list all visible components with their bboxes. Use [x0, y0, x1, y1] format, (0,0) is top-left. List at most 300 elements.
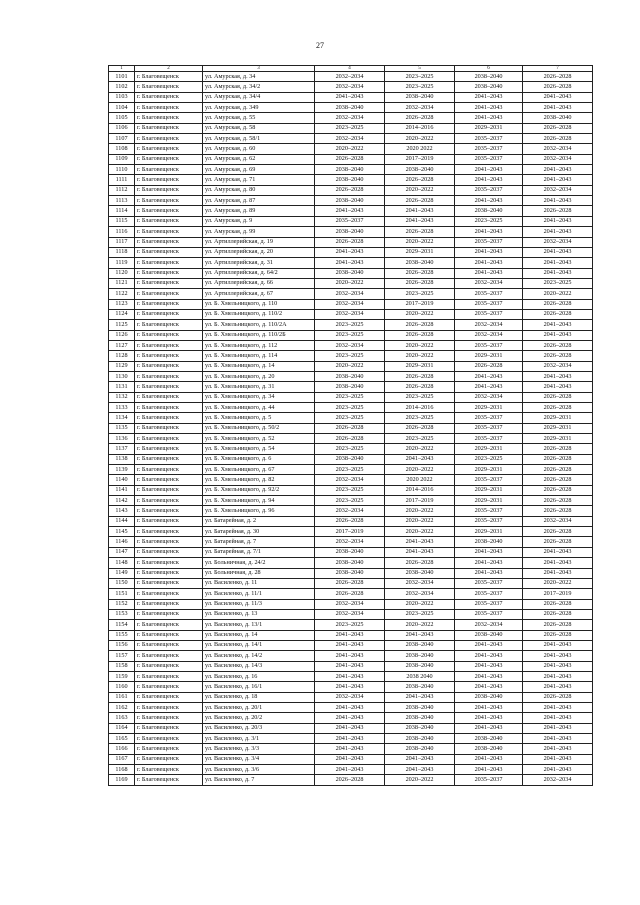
row-number: 1127: [109, 340, 135, 350]
period-cell: 2029–2031: [455, 465, 523, 475]
period-cell: 2026–2028: [523, 620, 593, 630]
period-cell: 2038–2040: [315, 103, 385, 113]
period-cell: 2038–2040: [455, 206, 523, 216]
period-cell: 2023–2025: [315, 620, 385, 630]
period-cell: 2026–2028: [523, 527, 593, 537]
period-cell: 2035–2037: [455, 609, 523, 619]
table-row: [109, 713, 593, 723]
row-number: 1126: [109, 330, 135, 340]
row-number: 1160: [109, 682, 135, 692]
row-number: 1151: [109, 589, 135, 599]
row-number: 1116: [109, 227, 135, 237]
period-cell: 2014–2016: [385, 123, 455, 133]
city-cell: г. Благовещенск: [135, 444, 203, 454]
table-row: [109, 444, 593, 454]
address-cell: ул. Б. Хмельницкого, д. 92/2: [203, 485, 315, 495]
period-cell: 2026–2028: [523, 299, 593, 309]
period-cell: 2032–2034: [523, 775, 593, 785]
period-cell: 2038–2040: [455, 734, 523, 744]
address-cell: ул. Б. Хмельницкого, д. 6: [203, 454, 315, 464]
table-row: [109, 734, 593, 744]
period-cell: 2038–2040: [385, 723, 455, 733]
table-row: [109, 620, 593, 630]
address-cell: ул. Василенко, д. 13: [203, 609, 315, 619]
table-row: [109, 309, 593, 319]
table-row: [109, 165, 593, 175]
address-cell: ул. Б. Хмельницкого, д. 31: [203, 382, 315, 392]
period-cell: 2032–2034: [315, 82, 385, 92]
address-cell: ул. Василенко, д. 18: [203, 692, 315, 702]
table-row: [109, 361, 593, 371]
table-row: [109, 485, 593, 495]
period-cell: 2026–2028: [385, 371, 455, 381]
table-row: [109, 392, 593, 402]
period-cell: 2017–2019: [523, 589, 593, 599]
city-cell: г. Благовещенск: [135, 123, 203, 133]
period-cell: 2035–2037: [455, 599, 523, 609]
city-cell: г. Благовещенск: [135, 765, 203, 775]
period-cell: 2026–2028: [523, 692, 593, 702]
address-cell: ул. Василенко, д. 3/4: [203, 754, 315, 764]
row-number: 1139: [109, 465, 135, 475]
period-cell: 2017–2019: [385, 299, 455, 309]
table-row: [109, 196, 593, 206]
row-number: 1147: [109, 547, 135, 557]
address-cell: ул. Б. Хмельницкого, д. 50/2: [203, 423, 315, 433]
table-row: [109, 247, 593, 257]
row-number: 1135: [109, 423, 135, 433]
period-cell: 2026–2028: [315, 237, 385, 247]
period-cell: 2026–2028: [523, 496, 593, 506]
address-cell: ул. Василенко, д. 14/3: [203, 661, 315, 671]
row-number: 1107: [109, 134, 135, 144]
row-number: 1136: [109, 434, 135, 444]
period-cell: 2023–2025: [385, 392, 455, 402]
city-cell: г. Благовещенск: [135, 475, 203, 485]
city-cell: г. Благовещенск: [135, 734, 203, 744]
table-row: [109, 113, 593, 123]
period-cell: 2041–2043: [455, 547, 523, 557]
period-cell: 2026–2028: [523, 630, 593, 640]
period-cell: 2032–2034: [455, 278, 523, 288]
table-row: [109, 589, 593, 599]
table-row: [109, 434, 593, 444]
period-cell: 2038–2040: [385, 165, 455, 175]
period-cell: 2026–2028: [523, 392, 593, 402]
period-cell: 2032–2034: [455, 620, 523, 630]
table-row: [109, 547, 593, 557]
row-number: 1103: [109, 92, 135, 102]
period-cell: 2038–2040: [385, 713, 455, 723]
period-cell: 2032–2034: [315, 609, 385, 619]
table-row: [109, 289, 593, 299]
period-cell: 2035–2037: [455, 154, 523, 164]
city-cell: г. Благовещенск: [135, 630, 203, 640]
period-cell: 2041–2043: [455, 702, 523, 712]
table-row: [109, 175, 593, 185]
period-cell: 2035–2037: [455, 134, 523, 144]
address-cell: ул. Батарейная, д. 30: [203, 527, 315, 537]
period-cell: 2026–2028: [315, 589, 385, 599]
address-cell: ул. Амурская, д. 34/2: [203, 82, 315, 92]
table-row: [109, 216, 593, 226]
period-cell: 2026–2028: [523, 454, 593, 464]
period-cell: 2032–2034: [385, 589, 455, 599]
city-cell: г. Благовещенск: [135, 661, 203, 671]
period-cell: 2038–2040: [455, 692, 523, 702]
table-row: [109, 154, 593, 164]
city-cell: г. Благовещенск: [135, 403, 203, 413]
address-cell: ул. Василенко, д. 16/1: [203, 682, 315, 692]
address-cell: ул. Б. Хмельницкого, д. 96: [203, 506, 315, 516]
period-cell: 2041–2043: [523, 547, 593, 557]
city-cell: г. Благовещенск: [135, 382, 203, 392]
period-cell: 2038–2040: [315, 227, 385, 237]
column-header: 1: [109, 66, 135, 72]
table-row: [109, 702, 593, 712]
table-row: [109, 351, 593, 361]
address-cell: ул. Василенко, д. 3/3: [203, 744, 315, 754]
period-cell: 2023–2025: [385, 72, 455, 82]
period-cell: 2026–2028: [385, 330, 455, 340]
period-cell: 2026–2028: [523, 444, 593, 454]
period-cell: 2041–2043: [315, 206, 385, 216]
row-number: 1106: [109, 123, 135, 133]
row-number: 1119: [109, 258, 135, 268]
city-cell: г. Благовещенск: [135, 578, 203, 588]
period-cell: 2020–2022: [523, 289, 593, 299]
period-cell: 2020–2022: [385, 527, 455, 537]
address-cell: ул. Амурская, д. 55: [203, 113, 315, 123]
period-cell: 2020 2022: [385, 475, 455, 485]
period-cell: 2026–2028: [315, 516, 385, 526]
address-cell: ул. Василенко, д. 13/1: [203, 620, 315, 630]
period-cell: 2041–2043: [315, 92, 385, 102]
period-cell: 2035–2037: [455, 340, 523, 350]
row-number: 1130: [109, 371, 135, 381]
period-cell: 2023–2025: [315, 330, 385, 340]
city-cell: г. Благовещенск: [135, 496, 203, 506]
period-cell: 2026–2028: [385, 113, 455, 123]
city-cell: г. Благовещенск: [135, 351, 203, 361]
column-header: 6: [455, 66, 523, 72]
row-number: 1144: [109, 516, 135, 526]
period-cell: 2026–2028: [523, 309, 593, 319]
period-cell: 2029–2031: [455, 527, 523, 537]
city-cell: г. Благовещенск: [135, 434, 203, 444]
row-number: 1111: [109, 175, 135, 185]
period-cell: 2020–2022: [385, 134, 455, 144]
row-number: 1131: [109, 382, 135, 392]
period-cell: 2041–2043: [315, 702, 385, 712]
period-cell: 2038–2040: [315, 454, 385, 464]
period-cell: 2035–2037: [455, 413, 523, 423]
city-cell: г. Благовещенск: [135, 413, 203, 423]
table-row: [109, 278, 593, 288]
period-cell: 2038–2040: [385, 651, 455, 661]
address-cell: ул. Амурская, д. 34/4: [203, 92, 315, 102]
period-cell: 2017–2019: [385, 496, 455, 506]
period-cell: 2035–2037: [455, 185, 523, 195]
period-cell: 2041–2043: [385, 206, 455, 216]
row-number: 1114: [109, 206, 135, 216]
period-cell: 2041–2043: [523, 165, 593, 175]
row-number: 1121: [109, 278, 135, 288]
city-cell: г. Благовещенск: [135, 454, 203, 464]
city-cell: г. Благовещенск: [135, 340, 203, 350]
period-cell: 2032–2034: [523, 237, 593, 247]
city-cell: г. Благовещенск: [135, 547, 203, 557]
row-number: 1168: [109, 765, 135, 775]
city-cell: г. Благовещенск: [135, 154, 203, 164]
period-cell: 2023–2025: [385, 413, 455, 423]
period-cell: 2026–2028: [523, 506, 593, 516]
period-cell: 2026–2028: [523, 485, 593, 495]
period-cell: 2038–2040: [315, 165, 385, 175]
period-cell: 2041–2043: [523, 661, 593, 671]
period-cell: 2038–2040: [385, 92, 455, 102]
period-cell: 2041–2043: [455, 113, 523, 123]
city-cell: г. Благовещенск: [135, 227, 203, 237]
period-cell: 2020–2022: [385, 465, 455, 475]
row-number: 1164: [109, 723, 135, 733]
table-row: [109, 578, 593, 588]
period-cell: 2020–2022: [385, 620, 455, 630]
row-number: 1112: [109, 185, 135, 195]
city-cell: г. Благовещенск: [135, 113, 203, 123]
row-number: 1132: [109, 392, 135, 402]
period-cell: 2035–2037: [455, 237, 523, 247]
period-cell: 2041–2043: [455, 754, 523, 764]
period-cell: 2026–2028: [315, 185, 385, 195]
address-cell: ул. Василенко, д. 3/1: [203, 734, 315, 744]
data-table: [108, 65, 593, 786]
period-cell: 2026–2028: [385, 320, 455, 330]
city-cell: г. Благовещенск: [135, 713, 203, 723]
address-cell: ул. Б. Хмельницкого, д. 82: [203, 475, 315, 485]
period-cell: 2038–2040: [455, 82, 523, 92]
period-cell: 2032–2034: [385, 103, 455, 113]
table-row: [109, 103, 593, 113]
period-cell: 2041–2043: [455, 713, 523, 723]
address-cell: ул. Б. Хмельницкого, д. 14: [203, 361, 315, 371]
city-cell: г. Благовещенск: [135, 537, 203, 547]
period-cell: 2041–2043: [455, 371, 523, 381]
table-row: [109, 568, 593, 578]
row-number: 1161: [109, 692, 135, 702]
row-number: 1118: [109, 247, 135, 257]
table-row: [109, 92, 593, 102]
period-cell: 2038–2040: [315, 547, 385, 557]
period-cell: 2041–2043: [385, 630, 455, 640]
period-cell: 2023–2025: [315, 351, 385, 361]
city-cell: г. Благовещенск: [135, 144, 203, 154]
period-cell: 2026–2028: [315, 578, 385, 588]
period-cell: 2041–2043: [523, 568, 593, 578]
period-cell: 2035–2037: [455, 475, 523, 485]
address-cell: ул. Амурская, д. 58/1: [203, 134, 315, 144]
city-cell: г. Благовещенск: [135, 775, 203, 785]
row-number: 1152: [109, 599, 135, 609]
table-row: [109, 330, 593, 340]
row-number: 1146: [109, 537, 135, 547]
table-row: [109, 537, 593, 547]
address-cell: ул. Амурская, д. 87: [203, 196, 315, 206]
row-number: 1122: [109, 289, 135, 299]
address-cell: ул. Больничная, д. 24/2: [203, 558, 315, 568]
period-cell: 2026–2028: [385, 278, 455, 288]
period-cell: 2038–2040: [455, 537, 523, 547]
period-cell: 2023–2025: [385, 289, 455, 299]
period-cell: 2032–2034: [315, 599, 385, 609]
period-cell: 2026–2028: [523, 351, 593, 361]
period-cell: 2020–2022: [385, 516, 455, 526]
period-cell: 2041–2043: [385, 547, 455, 557]
period-cell: 2029–2031: [455, 496, 523, 506]
city-cell: г. Благовещенск: [135, 206, 203, 216]
address-cell: ул. Амурская, д. 80: [203, 185, 315, 195]
table-row: [109, 599, 593, 609]
period-cell: 2041–2043: [523, 713, 593, 723]
period-cell: 2041–2043: [455, 165, 523, 175]
period-cell: 2029–2031: [455, 351, 523, 361]
period-cell: 2023–2025: [315, 444, 385, 454]
period-cell: 2041–2043: [315, 247, 385, 257]
period-cell: 2041–2043: [315, 671, 385, 681]
period-cell: 2041–2043: [523, 382, 593, 392]
period-cell: 2041–2043: [455, 651, 523, 661]
table-row: [109, 382, 593, 392]
period-cell: 2041–2043: [315, 754, 385, 764]
row-number: 1166: [109, 744, 135, 754]
period-cell: 2026–2028: [455, 361, 523, 371]
address-cell: ул. Амурская, д. 9: [203, 216, 315, 226]
city-cell: г. Благовещенск: [135, 92, 203, 102]
period-cell: 2023–2025: [315, 465, 385, 475]
city-cell: г. Благовещенск: [135, 165, 203, 175]
address-cell: ул. Б. Хмельницкого, д. 110/2: [203, 309, 315, 319]
page-number: 27: [316, 41, 324, 50]
period-cell: 2041–2043: [523, 247, 593, 257]
period-cell: 2026–2028: [385, 196, 455, 206]
period-cell: 2032–2034: [523, 361, 593, 371]
address-cell: ул. Василенко, д. 20/2: [203, 713, 315, 723]
row-number: 1129: [109, 361, 135, 371]
period-cell: 2020–2022: [385, 506, 455, 516]
city-cell: г. Благовещенск: [135, 278, 203, 288]
row-number: 1163: [109, 713, 135, 723]
table-row: [109, 651, 593, 661]
period-cell: 2041–2043: [315, 682, 385, 692]
city-cell: г. Благовещенск: [135, 268, 203, 278]
period-cell: 2041–2043: [523, 723, 593, 733]
address-cell: ул. Б. Хмельницкого, д. 112: [203, 340, 315, 350]
period-cell: 2041–2043: [523, 258, 593, 268]
table-row: [109, 206, 593, 216]
period-cell: 2035–2037: [455, 289, 523, 299]
address-cell: ул. Амурская, д. 71: [203, 175, 315, 185]
row-number: 1105: [109, 113, 135, 123]
row-number: 1157: [109, 651, 135, 661]
table-row: [109, 423, 593, 433]
city-cell: г. Благовещенск: [135, 309, 203, 319]
address-cell: ул. Амурская, д. 349: [203, 103, 315, 113]
table-row: [109, 775, 593, 785]
row-number: 1123: [109, 299, 135, 309]
city-cell: г. Благовещенск: [135, 744, 203, 754]
address-cell: ул. Б. Хмельницкого, д. 114: [203, 351, 315, 361]
period-cell: 2032–2034: [455, 392, 523, 402]
period-cell: 2020–2022: [385, 351, 455, 361]
city-cell: г. Благовещенск: [135, 465, 203, 475]
period-cell: 2041–2043: [523, 268, 593, 278]
table-row: [109, 258, 593, 268]
address-cell: ул. Б. Хмельницкого, д. 5: [203, 413, 315, 423]
address-cell: ул. Амурская, д. 34: [203, 72, 315, 82]
period-cell: 2023–2025: [315, 403, 385, 413]
period-cell: 2023–2025: [385, 609, 455, 619]
city-cell: г. Благовещенск: [135, 671, 203, 681]
period-cell: 2038–2040: [315, 558, 385, 568]
period-cell: 2038–2040: [523, 113, 593, 123]
period-cell: 2041–2043: [523, 754, 593, 764]
table-row: [109, 454, 593, 464]
row-number: 1140: [109, 475, 135, 485]
period-cell: 2032–2034: [455, 320, 523, 330]
period-cell: 2020–2022: [315, 361, 385, 371]
period-cell: 2026–2028: [523, 340, 593, 350]
period-cell: 2038–2040: [385, 661, 455, 671]
table-row: [109, 371, 593, 381]
period-cell: 2032–2034: [315, 537, 385, 547]
period-cell: 2041–2043: [315, 723, 385, 733]
period-cell: 2035–2037: [455, 309, 523, 319]
period-cell: 2041–2043: [315, 258, 385, 268]
city-cell: г. Благовещенск: [135, 568, 203, 578]
period-cell: 2038–2040: [455, 72, 523, 82]
city-cell: г. Благовещенск: [135, 640, 203, 650]
address-cell: ул. Б. Хмельницкого, д. 110/2А: [203, 320, 315, 330]
period-cell: 2014–2016: [385, 485, 455, 495]
period-cell: 2029–2031: [455, 403, 523, 413]
period-cell: 2041–2043: [523, 765, 593, 775]
period-cell: 2032–2034: [455, 330, 523, 340]
period-cell: 2041–2043: [455, 671, 523, 681]
address-cell: ул. Василенко, д. 14/1: [203, 640, 315, 650]
period-cell: 2023–2025: [315, 496, 385, 506]
table-row: [109, 227, 593, 237]
period-cell: 2041–2043: [523, 92, 593, 102]
period-cell: 2041–2043: [455, 103, 523, 113]
address-cell: ул. Василенко, д. 3/6: [203, 765, 315, 775]
city-cell: г. Благовещенск: [135, 651, 203, 661]
period-cell: 2023–2025: [523, 278, 593, 288]
period-cell: 2035–2037: [455, 516, 523, 526]
address-cell: ул. Батарейная, д. 7/1: [203, 547, 315, 557]
period-cell: 2041–2043: [315, 630, 385, 640]
row-number: 1141: [109, 485, 135, 495]
address-cell: ул. Батарейная, д. 2: [203, 516, 315, 526]
period-cell: 2041–2043: [523, 640, 593, 650]
period-cell: 2041–2043: [523, 330, 593, 340]
city-cell: г. Благовещенск: [135, 702, 203, 712]
table-row: [109, 558, 593, 568]
period-cell: 2023–2025: [455, 454, 523, 464]
period-cell: 2017–2019: [385, 154, 455, 164]
row-number: 1154: [109, 620, 135, 630]
address-cell: ул. Артиллерийская, д. 31: [203, 258, 315, 268]
period-cell: 2032–2034: [315, 340, 385, 350]
